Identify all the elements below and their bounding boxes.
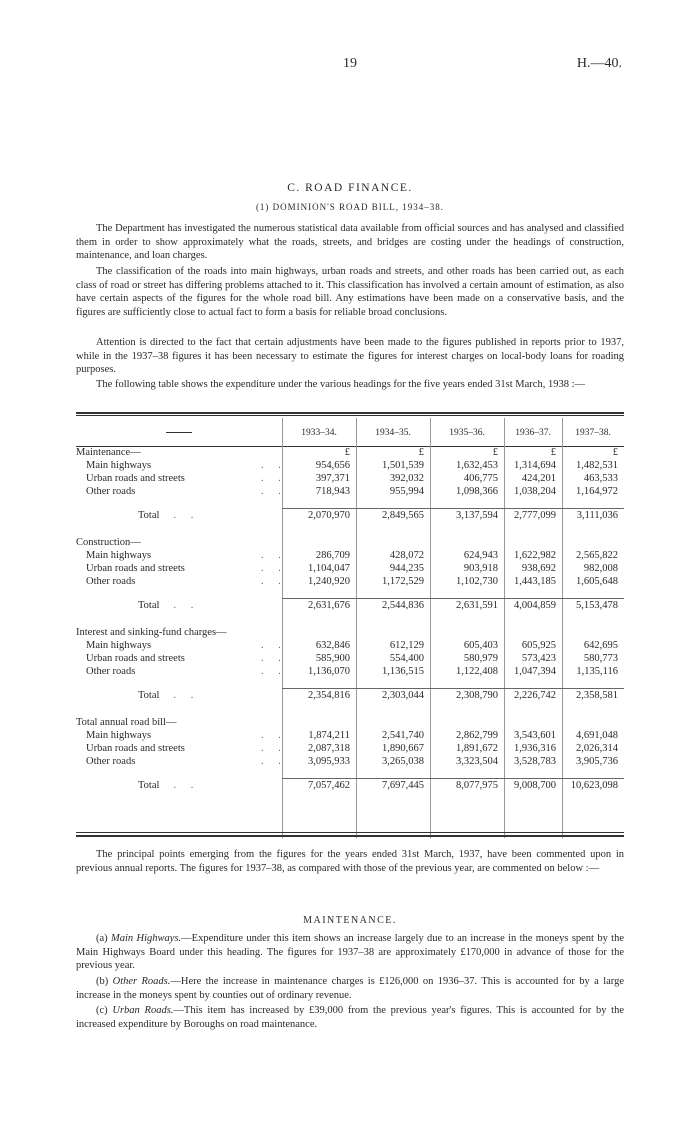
leader-dots: . . — [261, 743, 287, 754]
total-value-cell: 2,849,565 — [356, 509, 430, 523]
row-label-cell — [76, 729, 287, 742]
document-reference: H.—40. — [576, 56, 622, 71]
value-cell: 632,846 — [315, 640, 350, 651]
currency-cell — [562, 536, 624, 549]
spacer-cell — [504, 702, 562, 716]
road-bill-table — [76, 420, 624, 792]
spacer-cell — [282, 588, 356, 599]
value-cell: 424,201 — [521, 473, 556, 484]
commentary-paragraph — [76, 848, 624, 875]
value-cell: 605,403 — [463, 640, 498, 651]
row-label: Main highways — [86, 550, 152, 561]
row-label: Urban roads and streets — [86, 653, 185, 664]
row-label: Urban roads and streets — [86, 473, 185, 484]
total-value-cell: 4,004,859 — [504, 599, 562, 613]
total-value-cell: 2,226,742 — [504, 689, 562, 703]
table-bottom-rule — [76, 832, 624, 833]
total-value-cell: 2,631,591 — [430, 599, 504, 613]
value-cell: 1,164,972 — [576, 486, 618, 497]
spacer-cell — [356, 678, 430, 689]
currency-cell — [430, 626, 504, 639]
value-cell: 1,102,730 — [456, 576, 498, 587]
total-label-cell — [76, 509, 282, 523]
spacer-cell — [430, 678, 504, 689]
value-cell: 938,692 — [521, 563, 556, 574]
row-label-cell — [76, 652, 287, 665]
table-row — [76, 485, 624, 498]
spacer-cell — [282, 702, 356, 716]
leader-dots: . . — [261, 460, 287, 471]
currency-cell: £ — [492, 447, 498, 458]
intro-paragraph-3 — [76, 336, 624, 377]
spacer-cell — [430, 702, 504, 716]
row-label: Other roads — [86, 576, 136, 587]
currency-cell — [356, 716, 430, 729]
intro-paragraph-2 — [76, 265, 624, 319]
total-label-cell — [76, 779, 282, 793]
year-header: 1935–36. — [449, 427, 485, 438]
value-cell: 718,943 — [315, 486, 350, 497]
table-row — [76, 729, 624, 742]
currency-cell — [282, 536, 356, 549]
total-spacer — [76, 498, 624, 509]
item-text: —This item has increased by £39,000 from the previous year's figures. This is accounted for by the increased expenditure by Boroughs on road maintenance. — [76, 1005, 625, 1030]
table-row — [76, 755, 624, 768]
currency-cell: £ — [344, 447, 350, 458]
leader-dots: . . — [261, 486, 287, 497]
value-cell: 1,936,316 — [514, 743, 556, 754]
value-cell: 2,541,740 — [382, 730, 424, 741]
currency-cell — [504, 626, 562, 639]
group-heading-row — [76, 536, 624, 549]
total-label: Total — [138, 779, 160, 791]
spacer-cell — [430, 498, 504, 509]
total-label: Total — [138, 689, 160, 701]
leader-dots: . . — [173, 779, 200, 791]
group-heading: Construction— — [76, 537, 141, 548]
value-cell: 1,443,185 — [514, 576, 556, 587]
spacer-cell — [356, 768, 430, 779]
group-spacer — [76, 612, 624, 626]
value-cell: 406,775 — [463, 473, 498, 484]
spacer-cell — [562, 612, 624, 626]
currency-cell — [282, 716, 356, 729]
leader-dots: . . — [261, 550, 287, 561]
section-title: C. ROAD FINANCE. — [287, 182, 413, 194]
leader-dots: . . — [173, 599, 200, 611]
row-label-cell — [76, 549, 287, 562]
total-value-cell: 3,137,594 — [430, 509, 504, 523]
spacer-cell — [356, 522, 430, 536]
item-text: —Here the increase in maintenance charges is £126,000 on 1936–37. This is accounted for by a large increase in the moneys spent by counties out of ordinary revenue. — [76, 976, 624, 1001]
value-cell: 2,026,314 — [576, 743, 618, 754]
value-cell: 1,104,047 — [308, 563, 350, 574]
row-label: Main highways — [86, 460, 152, 471]
total-spacer — [76, 588, 624, 599]
value-cell: 1,501,539 — [382, 460, 424, 471]
row-label: Urban roads and streets — [86, 563, 185, 574]
value-cell: 3,528,783 — [514, 756, 556, 767]
row-label-cell — [76, 665, 287, 678]
maintenance-item-b — [76, 975, 624, 1002]
commentary-paragraph-text: The principal points emerging from the figures for the years ended 31st March, 1937, have been commented upon in previous annual reports. The figures for 1937–38, as compared with those of the previous year, are commented on below :— — [76, 849, 624, 874]
value-cell: 1,605,648 — [576, 576, 618, 587]
currency-cell — [504, 716, 562, 729]
row-label-cell — [76, 459, 287, 472]
row-label-cell — [76, 575, 287, 588]
row-label: Other roads — [86, 666, 136, 677]
value-cell: 1,136,515 — [382, 666, 424, 677]
item-heading: Urban Roads. — [112, 1005, 174, 1016]
row-label-cell — [76, 472, 287, 485]
total-value-cell: 2,544,836 — [356, 599, 430, 613]
table-bottom-rule-thick — [76, 835, 624, 837]
leader-dots: . . — [261, 653, 287, 664]
spacer-cell — [430, 612, 504, 626]
spacer-cell — [76, 678, 282, 689]
value-cell: 1,632,453 — [456, 460, 498, 471]
spacer-cell — [562, 588, 624, 599]
value-cell: 1,122,408 — [456, 666, 498, 677]
spacer-cell — [562, 522, 624, 536]
intro-paragraph-4-text: The following table shows the expenditure under the various headings for the five years ended 31st March, 1938 :— — [96, 379, 585, 390]
spacer-cell — [76, 768, 282, 779]
total-value-cell: 8,077,975 — [430, 779, 504, 793]
table-top-rule-inner — [76, 415, 624, 416]
total-value-cell: 9,008,700 — [504, 779, 562, 793]
row-label-cell — [76, 755, 287, 768]
item-prefix: (a) — [96, 933, 108, 944]
total-row — [76, 689, 624, 703]
spacer-cell — [504, 768, 562, 779]
value-cell: 642,695 — [583, 640, 618, 651]
currency-cell — [430, 716, 504, 729]
spacer-cell — [430, 588, 504, 599]
leader-dots: . . — [261, 730, 287, 741]
leader-dots: . . — [173, 689, 200, 701]
spacer-cell — [504, 588, 562, 599]
item-heading: Main Highways. — [111, 933, 182, 944]
value-cell: 286,709 — [315, 550, 350, 561]
table-row — [76, 562, 624, 575]
spacer-cell — [76, 588, 282, 599]
group-heading: Interest and sinking-fund charges— — [76, 627, 227, 638]
leader-dots: . . — [261, 563, 287, 574]
total-spacer — [76, 678, 624, 689]
currency-cell — [562, 716, 624, 729]
item-text: —Expenditure under this item shows an increase largely due to an increase in the moneys spent by the Main Highways Board under this heading. The figures for 1937–38 are approximately £170,000 in advance of those for the previous year. — [76, 933, 625, 971]
spacer-cell — [562, 702, 624, 716]
currency-cell — [504, 536, 562, 549]
item-prefix: (b) — [96, 976, 109, 987]
item-heading: Other Roads. — [112, 976, 171, 987]
intro-paragraph-1-text: The Department has investigated the numerous statistical data available from official sources and has analysed and classified them in order to show approximately what the roads, streets, and bridges are costing under the headings of construction, maintenance, and loan charges. — [76, 223, 624, 261]
total-value-cell: 3,111,036 — [562, 509, 624, 523]
row-label: Main highways — [86, 640, 152, 651]
intro-paragraph-3-text: Attention is directed to the fact that certain adjustments have been made to the figures published in reports prior to 1937, while in the 1937–38 figures it has been necessary to estimate the figures for interest charges on local-body loans for roading purposes. — [76, 337, 624, 375]
row-label: Other roads — [86, 756, 136, 767]
value-cell: 3,323,504 — [456, 756, 498, 767]
spacer-cell — [504, 498, 562, 509]
row-label-cell — [76, 485, 287, 498]
total-value-cell: 2,354,816 — [282, 689, 356, 703]
group-heading: Maintenance— — [76, 447, 141, 458]
spacer-cell — [282, 768, 356, 779]
maintenance-heading: MAINTENANCE. — [303, 915, 397, 926]
header-blank-cell — [76, 420, 282, 446]
spacer-cell — [356, 498, 430, 509]
value-cell: 2,862,799 — [456, 730, 498, 741]
intro-paragraph-4 — [76, 378, 624, 392]
currency-cell — [356, 536, 430, 549]
value-cell: 585,900 — [315, 653, 350, 664]
value-cell: 392,032 — [389, 473, 424, 484]
value-cell: 954,656 — [315, 460, 350, 471]
value-cell: 1,240,920 — [308, 576, 350, 587]
value-cell: 3,905,736 — [576, 756, 618, 767]
table-row — [76, 665, 624, 678]
total-value-cell: 5,153,478 — [562, 599, 624, 613]
group-heading-row — [76, 626, 624, 639]
item-prefix: (c) — [96, 1005, 108, 1016]
year-header: 1934–35. — [375, 427, 411, 438]
leader-dots: . . — [261, 576, 287, 587]
table-row — [76, 652, 624, 665]
page-number: 19 — [343, 56, 357, 71]
value-cell: 2,087,318 — [308, 743, 350, 754]
group-spacer — [76, 522, 624, 536]
total-value-cell: 2,308,790 — [430, 689, 504, 703]
total-row — [76, 599, 624, 613]
value-cell: 397,371 — [315, 473, 350, 484]
total-value-cell: 7,057,462 — [282, 779, 356, 793]
spacer-cell — [356, 612, 430, 626]
leader-dots: . . — [261, 666, 287, 677]
value-cell: 3,265,038 — [382, 756, 424, 767]
value-cell: 2,565,822 — [576, 550, 618, 561]
value-cell: 1,098,366 — [456, 486, 498, 497]
value-cell: 624,943 — [463, 550, 498, 561]
value-cell: 580,773 — [583, 653, 618, 664]
value-cell: 955,994 — [389, 486, 424, 497]
currency-cell: £ — [418, 447, 424, 458]
spacer-cell — [504, 678, 562, 689]
value-cell: 3,543,601 — [514, 730, 556, 741]
spacer-cell — [76, 612, 282, 626]
row-label-cell — [76, 742, 287, 755]
total-label-cell — [76, 599, 282, 613]
value-cell: 612,129 — [389, 640, 424, 651]
row-label-cell — [76, 639, 287, 652]
maintenance-item-c — [76, 1004, 624, 1031]
spacer-cell — [562, 768, 624, 779]
value-cell: 1,038,204 — [514, 486, 556, 497]
row-label: Main highways — [86, 730, 152, 741]
total-value-cell: 10,623,098 — [562, 779, 624, 793]
total-label-cell — [76, 689, 282, 703]
currency-cell — [282, 626, 356, 639]
row-label: Urban roads and streets — [86, 743, 185, 754]
spacer-cell — [76, 498, 282, 509]
value-cell: 463,533 — [583, 473, 618, 484]
group-heading-row — [76, 446, 624, 459]
currency-cell — [562, 626, 624, 639]
row-label-cell — [76, 562, 287, 575]
spacer-cell — [356, 588, 430, 599]
value-cell: 428,072 — [389, 550, 424, 561]
table-top-rule — [76, 412, 624, 414]
leader-dots: . . — [261, 640, 287, 651]
table-header-row — [76, 420, 624, 446]
leader-dots: . . — [261, 473, 287, 484]
total-value-cell: 2,777,099 — [504, 509, 562, 523]
spacer-cell — [282, 498, 356, 509]
value-cell: 1,622,982 — [514, 550, 556, 561]
total-value-cell: 2,358,581 — [562, 689, 624, 703]
total-label: Total — [138, 509, 160, 521]
year-header: 1936–37. — [515, 427, 551, 438]
value-cell: 1,135,116 — [576, 666, 618, 677]
table-row — [76, 575, 624, 588]
value-cell: 1,890,667 — [382, 743, 424, 754]
spacer-cell — [282, 612, 356, 626]
total-spacer — [76, 768, 624, 779]
group-spacer — [76, 702, 624, 716]
spacer-cell — [282, 678, 356, 689]
value-cell: 573,423 — [521, 653, 556, 664]
spacer-cell — [356, 702, 430, 716]
spacer-cell — [504, 522, 562, 536]
value-cell: 944,235 — [389, 563, 424, 574]
value-cell: 580,979 — [463, 653, 498, 664]
road-bill-table-body — [76, 420, 624, 792]
currency-cell: £ — [612, 447, 618, 458]
spacer-cell — [430, 522, 504, 536]
value-cell: 605,925 — [521, 640, 556, 651]
value-cell: 1,314,694 — [514, 460, 556, 471]
value-cell: 1,874,211 — [308, 730, 350, 741]
table-row — [76, 639, 624, 652]
table-row — [76, 742, 624, 755]
spacer-cell — [562, 498, 624, 509]
maintenance-item-a — [76, 932, 624, 973]
currency-cell — [430, 536, 504, 549]
spacer-cell — [76, 702, 282, 716]
header-dash — [166, 432, 192, 433]
value-cell: 3,095,933 — [308, 756, 350, 767]
currency-cell: £ — [550, 447, 556, 458]
total-row — [76, 779, 624, 793]
spacer-cell — [562, 678, 624, 689]
table-row — [76, 459, 624, 472]
group-heading-row — [76, 716, 624, 729]
total-value-cell: 2,631,676 — [282, 599, 356, 613]
spacer-cell — [282, 522, 356, 536]
value-cell: 982,008 — [583, 563, 618, 574]
spacer-cell — [504, 612, 562, 626]
row-label: Other roads — [86, 486, 136, 497]
year-header: 1933–34. — [301, 427, 337, 438]
leader-dots: . . — [261, 756, 287, 767]
group-heading: Total annual road bill— — [76, 717, 177, 728]
intro-paragraph-2-text: The classification of the roads into main highways, urban roads and streets, and other roads has been carried out, as each class of road or street has differing problems attached to it. This classification has involved a certain amount of estimation, as also have certain aspects of the figures for the whole road bill. Any estimations have been made on a conservative basis, and the figures are sufficiently close to actual fact to form a basis for reliable broad conclusions. — [76, 266, 624, 318]
value-cell: 1,047,394 — [514, 666, 556, 677]
value-cell: 1,482,531 — [576, 460, 618, 471]
year-header: 1937–38. — [575, 427, 611, 438]
spacer-cell — [76, 522, 282, 536]
section-subtitle: (1) DOMINION'S ROAD BILL, 1934–38. — [255, 202, 445, 212]
spacer-cell — [430, 768, 504, 779]
total-value-cell: 2,070,970 — [282, 509, 356, 523]
intro-paragraph-1 — [76, 222, 624, 263]
value-cell: 4,691,048 — [576, 730, 618, 741]
total-row — [76, 509, 624, 523]
value-cell: 1,136,070 — [308, 666, 350, 677]
total-value-cell: 2,303,044 — [356, 689, 430, 703]
total-label: Total — [138, 599, 160, 611]
total-value-cell: 7,697,445 — [356, 779, 430, 793]
table-row — [76, 549, 624, 562]
value-cell: 1,891,672 — [456, 743, 498, 754]
leader-dots: . . — [173, 509, 200, 521]
value-cell: 903,918 — [463, 563, 498, 574]
currency-cell — [356, 626, 430, 639]
value-cell: 554,400 — [389, 653, 424, 664]
value-cell: 1,172,529 — [382, 576, 424, 587]
table-row — [76, 472, 624, 485]
